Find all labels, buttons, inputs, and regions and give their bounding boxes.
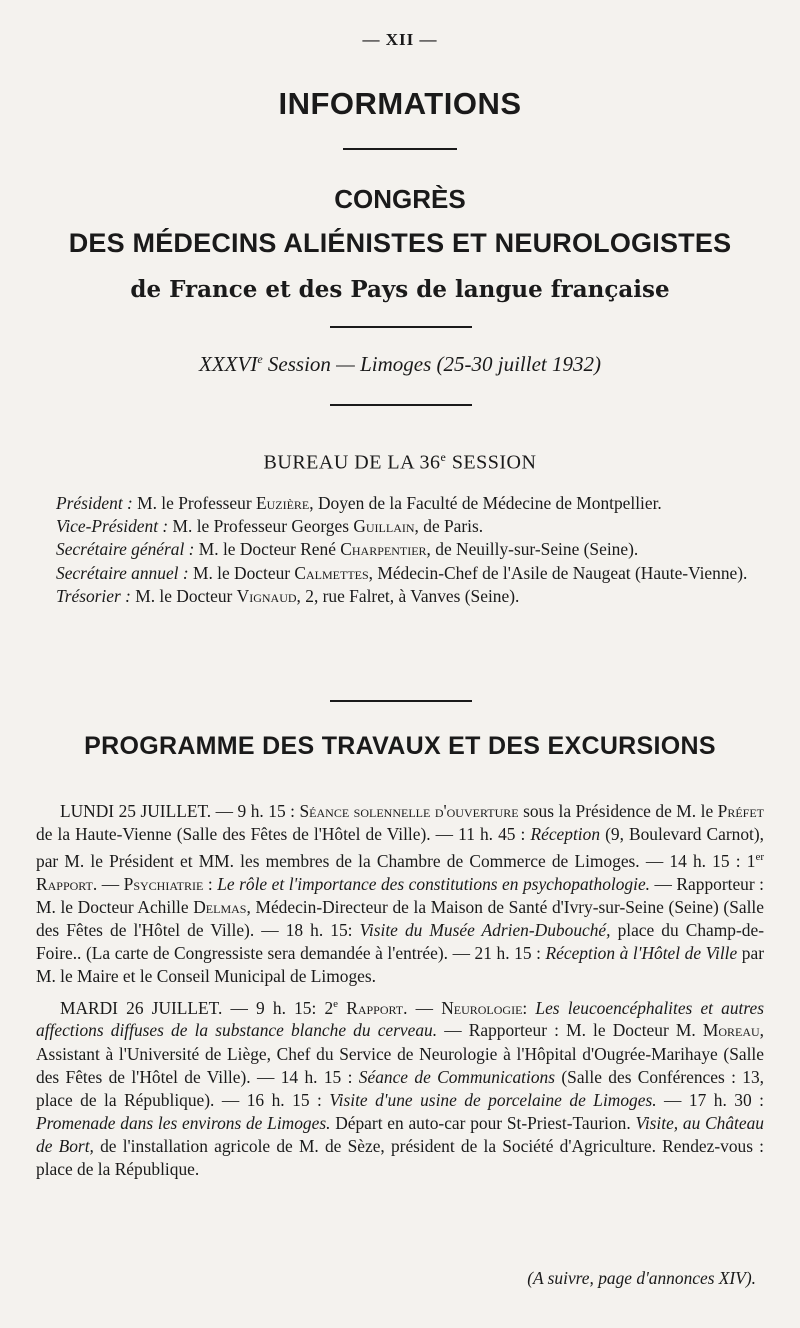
prog-text: — Rapporteur : M. le Docteur M. xyxy=(437,1020,703,1041)
prog-sup: e xyxy=(333,997,339,1010)
prog-text: : xyxy=(203,874,218,895)
bureau-heading-sup: e xyxy=(440,450,447,464)
prog-event: Visite, au Château de Bort, xyxy=(36,1112,764,1156)
prog-text: LUNDI 25 JUILLET. — 9 h. 15 : xyxy=(60,801,300,821)
bureau-member xyxy=(36,515,764,538)
member-name: Guillain xyxy=(353,516,415,537)
congres-subtitle: de France et des Pays de langue française xyxy=(130,276,670,303)
member-role: Président : xyxy=(56,493,133,513)
prog-text: MARDI 26 JUILLET. — 9 h. 15: 2 xyxy=(60,997,334,1018)
programme-body xyxy=(36,800,764,1185)
prog-name: Préfet xyxy=(717,801,765,821)
member-title: M. le Docteur René xyxy=(194,539,341,560)
programme-heading: PROGRAMME DES TRAVAUX ET DES EXCURSIONS xyxy=(84,732,716,760)
prog-event: Visite du Musée Adrien-Dubouché, xyxy=(359,920,611,941)
prog-event: Rapport xyxy=(36,874,93,895)
member-role: Vice-Président : xyxy=(56,516,169,537)
member-role: Trésorier : xyxy=(56,585,131,606)
member-title: M. le Docteur xyxy=(130,585,237,606)
prog-text: : xyxy=(522,997,536,1018)
prog-text: , Assistant à l'Université de Liège, Chef du Service de Neurologie à l'Hôpital d'Ougrée-Marihaye (Salle des Fêtes de l'Hôtel de Ville). — 14 h. 15 : xyxy=(36,1020,765,1087)
page-title: INFORMATIONS xyxy=(278,86,522,121)
member-title: M. le Professeur Georges xyxy=(168,516,354,537)
prog-event: Psychiatrie xyxy=(123,874,204,895)
prog-text: (Salle des Conférences : 13, place de la République). — 16 h. 15 : xyxy=(36,1066,764,1110)
member-detail: , Doyen de la Faculté de Médecine de Montpellier. xyxy=(309,493,662,513)
prog-sup: er xyxy=(755,851,764,864)
prog-event: Promenade dans les environs de Limoges. xyxy=(36,1112,331,1133)
bureau-members xyxy=(36,492,764,608)
divider xyxy=(330,700,472,702)
prog-topic: Les leucoencéphalites et autres affections diffuses de la substance blanche du cerveau. xyxy=(36,997,764,1041)
prog-text: par M. le Maire et le Conseil Municipal de Limoges. xyxy=(36,943,765,987)
prog-event: Réception à l'Hôtel de Ville xyxy=(545,943,738,964)
member-role: Secrétaire général : xyxy=(56,539,195,560)
prog-text: sous la Présidence de M. le xyxy=(518,801,718,821)
prog-topic: Le rôle et l'importance des constitutions en psychopathologie. xyxy=(217,874,651,895)
prog-text: Départ en auto-car pour St-Priest-Taurion. xyxy=(330,1112,636,1133)
programme-day-mardi xyxy=(36,993,764,1182)
prog-text: de l'installation agricole de M. de Sèze, président de la Société d'Agriculture. Rendez-vous : place de la République. xyxy=(36,1135,765,1179)
programme-day-lundi xyxy=(36,800,764,989)
divider xyxy=(343,148,457,150)
congres-heading-line2: DES MÉDECINS ALIÉNISTES ET NEUROLOGISTES xyxy=(68,228,732,258)
member-name: Vignaud xyxy=(236,585,297,606)
member-detail: , Médecin-Chef de l'Asile de Naugeat (Haute-Vienne). xyxy=(368,562,748,583)
session-number: XXXVI xyxy=(199,352,258,376)
member-role: Secrétaire annuel : xyxy=(56,562,189,583)
congres-heading: CONGRÈS xyxy=(334,184,466,214)
bureau-heading xyxy=(0,450,800,475)
member-title: M. le Docteur xyxy=(188,562,295,583)
prog-event: Séance de Communications xyxy=(358,1066,556,1087)
prog-name: Delmas xyxy=(193,897,247,918)
member-name: Euzière xyxy=(255,493,310,513)
session-sup: e xyxy=(257,352,263,366)
prog-text: — Rapporteur : M. le Docteur Achille xyxy=(36,874,764,918)
bureau-heading-text: BUREAU DE LA 36 xyxy=(263,451,441,474)
bureau-member xyxy=(36,538,764,561)
prog-text: — 17 h. 30 : xyxy=(656,1089,764,1110)
prog-text: , Médecin-Directeur de la Maison de Santé d'Ivry-sur-Seine (Seine) (Salle des Fêtes de l'Hôtel de Ville). — 18 h. 15: xyxy=(36,897,764,941)
member-title: M. le Professeur xyxy=(132,493,256,513)
prog-name: Moreau xyxy=(702,1020,760,1041)
prog-text xyxy=(338,997,346,1017)
prog-text: de la Haute-Vienne (Salle des Fêtes de l'Hôtel de Ville). — 11 h. 45 : xyxy=(36,824,531,845)
member-detail: , de Neuilly-sur-Seine (Seine). xyxy=(426,539,639,560)
prog-event: Rapport xyxy=(346,997,404,1018)
prog-event: Réception xyxy=(530,824,601,845)
prog-text: place du Champ-de-Foire.. (La carte de Congressiste sera demandée à l'entrée). — 21 h. 15 : xyxy=(36,920,764,964)
session-line xyxy=(0,352,800,377)
prog-text: . — xyxy=(403,997,442,1018)
bureau-heading-text-end: SESSION xyxy=(446,451,537,474)
continued-note: (A suivre, page d'annonces XIV). xyxy=(527,1268,756,1288)
member-name: Calmettes xyxy=(294,562,369,583)
prog-event: Neurologie xyxy=(441,997,523,1018)
prog-text: . — xyxy=(92,874,124,895)
divider xyxy=(330,404,472,406)
member-detail: , de Paris. xyxy=(414,516,484,537)
member-detail: , 2, rue Falret, à Vanves (Seine). xyxy=(296,585,520,606)
prog-event: Visite d'une usine de porcelaine de Limoges. xyxy=(329,1089,657,1110)
page-number: — XII — xyxy=(362,30,438,49)
session-details: Session — Limoges (25-30 juillet 1932) xyxy=(262,352,601,376)
divider xyxy=(330,326,472,328)
bureau-member xyxy=(36,562,764,585)
prog-event: Séance solennelle d'ouverture xyxy=(299,801,519,821)
bureau-member xyxy=(36,585,764,608)
member-name: Charpentier xyxy=(340,539,427,560)
prog-text: (9, Boulevard Carnot), par M. le Président et MM. les membres de la Chambre de Commerce de Limoges. — 14 h. 15 : 1 xyxy=(36,824,764,871)
bureau-member xyxy=(36,492,764,515)
